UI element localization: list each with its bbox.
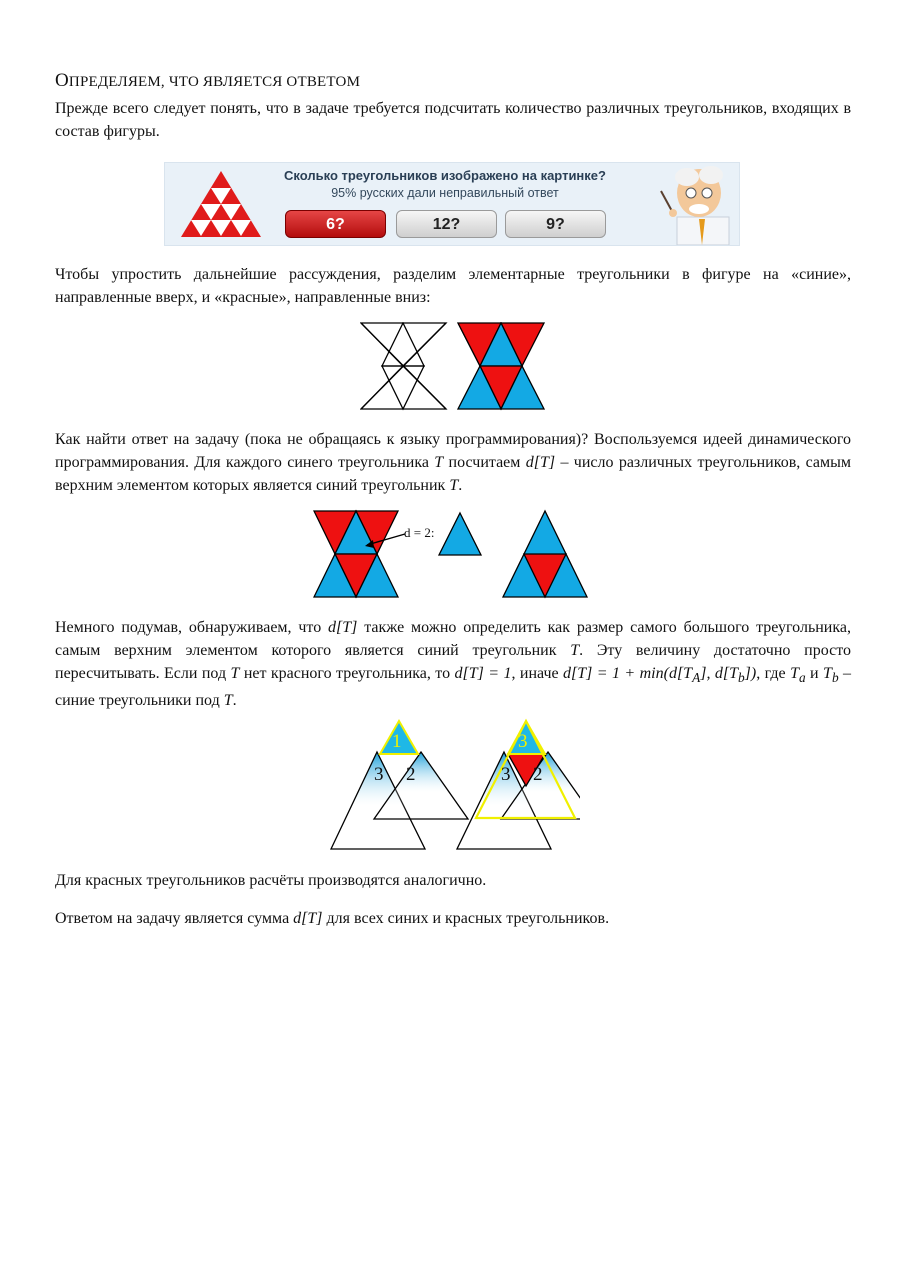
right-bottom-value-a: 3 [501, 764, 511, 785]
left-bottom-value-b: 2 [406, 764, 416, 785]
answer-button-2[interactable]: 12? [396, 210, 497, 238]
paragraph-intro: Прежде всего следует понять, что в задаче требуется подсчитать количество различных треугольников, входящих в состав фигуры. [55, 100, 851, 140]
section-heading [55, 70, 360, 92]
left-top-value: 1 [392, 731, 402, 752]
answer-button-3[interactable]: 9? [505, 210, 606, 238]
professor-illustration [659, 163, 739, 245]
heading-initial: О [55, 70, 69, 91]
figure-recurrence-example [330, 718, 580, 852]
right-bottom-value-b: 2 [533, 764, 543, 785]
figure-blue-red-split [360, 322, 550, 412]
heading-rest: ПРЕДЕЛЯЕМ, ЧТО ЯВЛЯЕТСЯ ОТВЕТОМ [68, 74, 361, 90]
quiz-banner [164, 162, 740, 246]
paragraph-recurrence: Немного подумав, обнаруживаем, что d[T] также можно определить как размер самого большого треугольника, самым верхним элементом которого является синий треугольник T. Эту величину достаточно просто пересчитывать. Если под T нет красного треугольника, то d[T] = 1, иначе $d[T] = 1 + \min(d[T_A]$, $d[T_b]$), где $T_a$ и $T_b$ – синие треугольники под T. [55, 619, 852, 710]
paragraph-red-triangles: Для красных треугольников расчёты производятся аналогично. [55, 872, 487, 889]
paragraph-answer: Ответом на задачу является сумма d[T] для всех синих и красных треугольников. [55, 910, 610, 927]
figure-d-equals-2 [313, 508, 603, 600]
paragraph-dynamic-programming: Как найти ответ на задачу (пока не обращаясь к языку программирования)? Воспользуемся идеей динамического программирования. Для каждого синего треугольника T посчитаем d[T] – число различных треугольников, самым верхним элементом которых является синий треугольник T. [55, 431, 851, 494]
banner-question: Сколько треугольников изображено на картинке? [284, 168, 606, 183]
banner-subtitle: 95% русских дали неправильный ответ [331, 186, 559, 200]
right-top-value: 3 [518, 731, 528, 752]
d-value-label: d = 2: [404, 525, 435, 540]
answer-button-1[interactable]: 6? [285, 210, 386, 238]
paragraph-colors: Чтобы упростить дальнейшие рассуждения, разделим элементарные треугольники в фигуре на «синие», направленные вверх, и «красные», направленные вниз: [55, 266, 851, 306]
red-triangle-logo [179, 169, 263, 239]
left-bottom-value-a: 3 [374, 764, 384, 785]
